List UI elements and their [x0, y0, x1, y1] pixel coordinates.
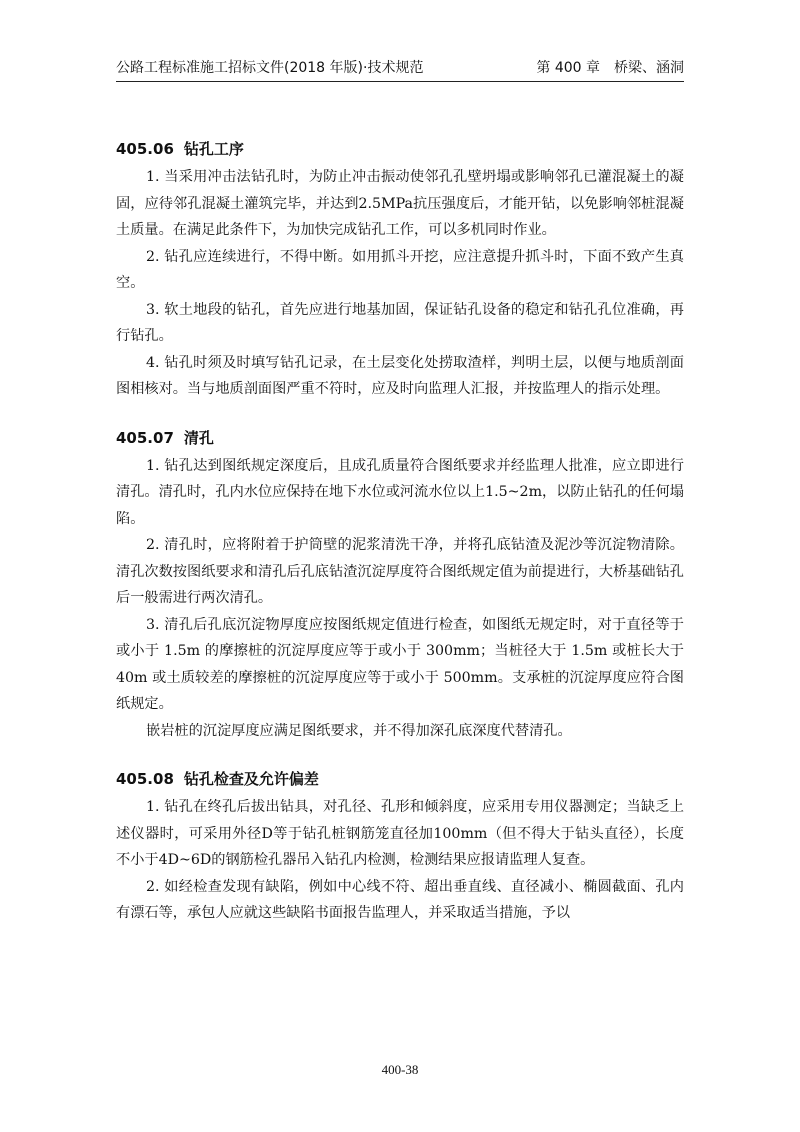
header-document-title: 公路工程标准施工招标文件(2018 年版)·技术规范: [116, 60, 424, 76]
paragraph: 3. 软土地段的钻孔，首先应进行地基加固，保证钻孔设备的稳定和钻孔孔位准确，再行钻孔。: [116, 301, 684, 344]
section-heading: [116, 425, 684, 451]
section-heading: [116, 136, 684, 162]
section-title: 钻孔检查及允许偏差: [183, 770, 319, 788]
section-number: 405.08: [116, 770, 174, 788]
section-heading: [116, 766, 684, 792]
paragraph: 1. 钻孔在终孔后拔出钻具，对孔径、孔形和倾斜度，应采用专用仪器测定；当缺乏上述仪器时，可采用外径D等于钻孔桩钢筋笼直径加100mm（但不得大于钻头直径），长度不小于4D~6D的钢筋检孔器吊入钻孔内检测，检测结果应报请监理人复查。: [116, 799, 684, 868]
section-number: 405.06: [116, 140, 174, 158]
section-number: 405.07: [116, 428, 174, 447]
section-405-07: [116, 425, 684, 745]
document-body: [116, 136, 684, 949]
section-title: 清孔: [183, 428, 214, 447]
section-405-06: [116, 136, 684, 403]
section-title: 钻孔工序: [183, 140, 244, 158]
page-header: [116, 58, 684, 82]
paragraph: 2. 钻孔应连续进行，不得中断。如用抓斗开挖，应注意提升抓斗时，下面不致产生真空。: [116, 248, 684, 291]
paragraph: 嵌岩桩的沉淀厚度应满足图纸要求，并不得加深孔底深度代替清孔。: [146, 722, 572, 739]
paragraph: 1. 钻孔达到图纸规定深度后，且成孔质量符合图纸要求并经监理人批准，应立即进行清孔。清孔时，孔内水位应保持在地下水位或河流水位以上1.5~2m，以防止钻孔的任何塌陷。: [116, 457, 684, 527]
paragraph: 3. 清孔后孔底沉淀物厚度应按图纸规定值进行检查，如图纸无规定时，对于直径等于或小于 1.5m 的摩擦桩的沉淀厚度应等于或小于 300mm；当桩径大于 1.5m 或桩长大于 40m 或土质较差的摩擦桩的沉淀厚度应等于或小于 500mm。支承桩的沉淀厚度应符合图纸规定。: [116, 616, 684, 712]
page-number: 400-38: [381, 1062, 419, 1077]
paragraph: 2. 清孔时，应将附着于护筒壁的泥浆清洗干净，并将孔底钻渣及泥沙等沉淀物清除。清孔次数按图纸要求和清孔后孔底钻渣沉淀厚度符合图纸规定值为前提进行，大桥基础钻孔后一般需进行两次清孔。: [116, 537, 684, 606]
paragraph: 4. 钻孔时须及时填写钻孔记录，在土层变化处捞取渣样，判明土层，以便与地质剖面图相核对。当与地质剖面图严重不符时，应及时向监理人汇报，并按监理人的指示处理。: [116, 354, 684, 397]
header-chapter-title: 第 400 章 桥梁、涵洞: [536, 60, 684, 76]
paragraph: 2. 如经检查发现有缺陷，例如中心线不符、超出垂直线、直径减小、椭圆截面、孔内有漂石等，承包人应就这些缺陷书面报告监理人，并采取适当措施，予以: [116, 878, 684, 921]
section-405-08: [116, 766, 684, 927]
paragraph: 1. 当采用冲击法钻孔时，为防止冲击振动使邻孔孔壁坍塌或影响邻孔已灌混凝土的凝固，应待邻孔混凝土灌筑完毕，并达到2.5MPa抗压强度后，才能开钻，以免影响邻桩混凝土质量。在满足此条件下，为加快完成钻孔工作，可以多机同时作业。: [116, 169, 684, 238]
